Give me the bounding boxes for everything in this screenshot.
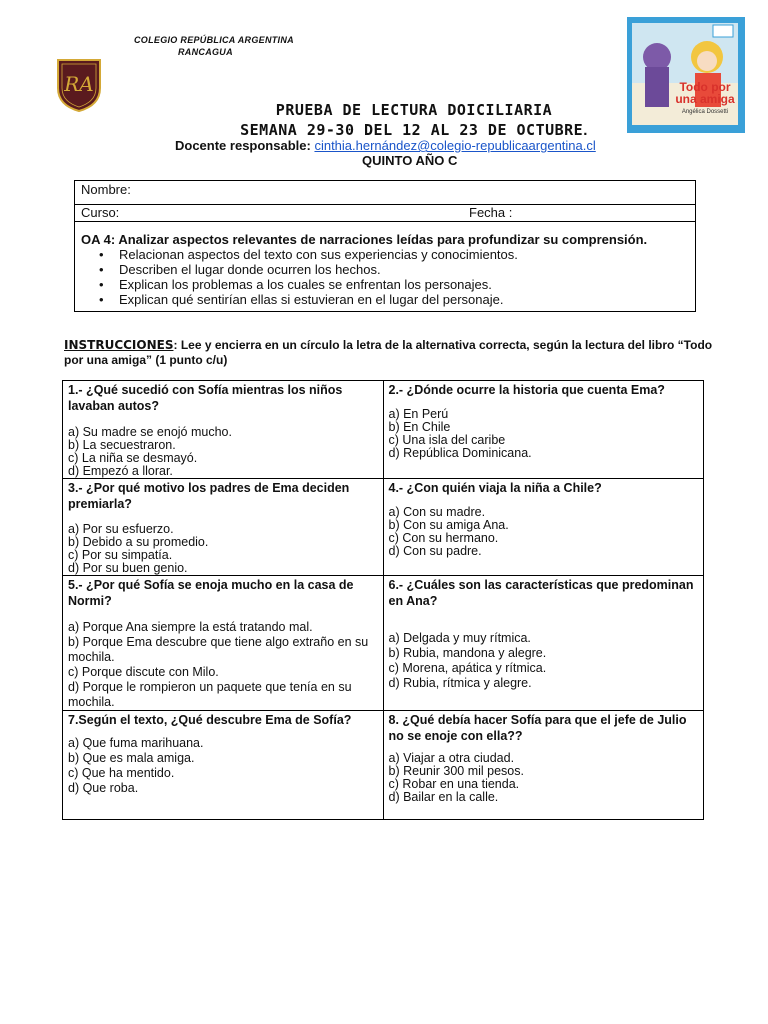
question-text: 8. ¿Qué debía hacer Sofía para que el jefe de Julio no se enoje con ella?? (388, 713, 687, 743)
option-d[interactable]: d) Empezó a llorar. (68, 464, 173, 478)
instructions-label: INSTRUCCIONES (64, 338, 174, 352)
instructions-text: Lee y encierra en un círculo la letra de la alternativa correcta, según la lectura del libro “Todo por una amiga” (1 punto c/u) (64, 338, 713, 367)
option-a[interactable]: a) Delgada y muy rítmica. (388, 631, 531, 645)
instructions (64, 338, 714, 368)
question-cell (63, 381, 384, 479)
option-b[interactable]: b) Con su amiga Ana. (388, 518, 509, 532)
book-cover-title-2: una amiga (675, 92, 735, 106)
book-cover-author: Angélica Dossetti (681, 109, 729, 115)
options-list (389, 408, 699, 460)
page-subtitle (0, 121, 768, 139)
week-range: SEMANA 29-30 DEL 12 AL 23 DE OCTUBRE (240, 121, 584, 139)
option-c[interactable]: c) La niña se desmayó. (68, 451, 198, 465)
option-a[interactable]: a) Porque Ana siempre la está tratando mal. (68, 620, 313, 634)
options-list (389, 631, 699, 691)
objective-bullets (81, 247, 689, 307)
options-list (389, 506, 699, 558)
option-b[interactable]: b) Debido a su promedio. (68, 535, 209, 549)
question-cell (63, 576, 384, 711)
objective-bullet: • Explican los problemas a los cuales se enfrentan los personajes. (119, 277, 689, 292)
option-d[interactable]: d) Rubia, rítmica y alegre. (388, 676, 532, 690)
course-date-field[interactable] (75, 205, 696, 222)
question-cell (63, 711, 384, 820)
option-d[interactable]: d) Porque le rompieron un paquete que tenía en su mochila. (68, 680, 352, 709)
page-title: PRUEBA DE LECTURA DOICILIARIA (275, 101, 553, 119)
question-text: 6.- ¿Cuáles son las características que predominan en Ana? (388, 578, 694, 608)
date-label: Fecha : (469, 205, 513, 220)
book-cover-title-1: Todo por (679, 80, 731, 94)
instructions-colon: : (173, 338, 178, 352)
option-d[interactable]: d) Por su buen genio. (68, 561, 188, 575)
question-text: 7.Según el texto, ¿Qué descubre Ema de Sofía? (68, 713, 352, 727)
school-name: COLEGIO REPÚBLICA ARGENTINA (134, 35, 294, 45)
teacher-line (175, 138, 596, 153)
option-d[interactable]: d) Bailar en la calle. (388, 790, 499, 804)
school-name-block (134, 34, 294, 58)
course-label: Curso: (81, 205, 120, 220)
option-c[interactable]: c) Morena, apática y rítmica. (388, 661, 547, 675)
options-list (389, 752, 699, 804)
name-field[interactable] (75, 181, 696, 205)
options-list (68, 426, 378, 478)
options-list (68, 523, 378, 575)
option-d[interactable]: d) Con su padre. (388, 544, 482, 558)
question-cell (383, 576, 704, 711)
option-a[interactable]: a) En Perú (388, 407, 449, 421)
teacher-label: Docente responsable: (175, 138, 311, 153)
questions-table (62, 380, 704, 820)
option-b[interactable]: b) La secuestraron. (68, 438, 176, 452)
option-b[interactable]: b) Rubia, mandona y alegre. (388, 646, 547, 660)
option-b[interactable]: b) Reunir 300 mil pesos. (388, 764, 524, 778)
option-d[interactable]: d) República Dominicana. (388, 446, 532, 460)
question-text: 5.- ¿Por qué Sofía se enoja mucho en la casa de Normi? (68, 578, 354, 608)
option-a[interactable]: a) Viajar a otra ciudad. (388, 751, 515, 765)
question-text: 1.- ¿Qué sucedió con Sofía mientras los niños lavaban autos? (68, 383, 343, 413)
option-c[interactable]: c) Con su hermano. (388, 531, 499, 545)
svg-text:RA: RA (64, 72, 94, 96)
options-list (68, 736, 378, 796)
option-b[interactable]: b) Que es mala amiga. (68, 751, 195, 765)
school-city: RANCAGUA (178, 47, 233, 57)
option-c[interactable]: c) Que ha mentido. (68, 766, 175, 780)
option-c[interactable]: c) Por su simpatía. (68, 548, 173, 562)
grade-label: QUINTO AÑO C (362, 153, 458, 168)
objective-title: OA 4: Analizar aspectos relevantes de narraciones leídas para profundizar su comprensión. (81, 232, 648, 247)
option-c[interactable]: c) Una isla del caribe (388, 433, 506, 447)
option-b[interactable]: b) En Chile (388, 420, 451, 434)
option-b[interactable]: b) Porque Ema descubre que tiene algo extraño en su mochila. (68, 635, 369, 664)
question-cell (383, 711, 704, 820)
option-a[interactable]: a) Por su esfuerzo. (68, 522, 174, 536)
option-a[interactable]: a) Con su madre. (388, 505, 486, 519)
question-cell (63, 479, 384, 576)
objective-bullet: • Relacionan aspectos del texto con sus experiencias y conocimientos. (119, 247, 689, 262)
option-c[interactable]: c) Porque discute con Milo. (68, 665, 219, 679)
question-cell (383, 479, 704, 576)
option-a[interactable]: a) Su madre se enojó mucho. (68, 425, 232, 439)
option-c[interactable]: c) Robar en una tienda. (388, 777, 520, 791)
question-text: 2.- ¿Dónde ocurre la historia que cuenta Ema? (388, 383, 665, 397)
options-list (68, 620, 378, 710)
student-info-table (74, 180, 696, 312)
option-a[interactable]: a) Que fuma marihuana. (68, 736, 204, 750)
option-d[interactable]: d) Que roba. (68, 781, 139, 795)
question-text: 3.- ¿Por qué motivo los padres de Ema deciden premiarla? (68, 481, 350, 511)
name-label: Nombre: (81, 182, 131, 197)
learning-objective (75, 222, 696, 312)
objective-bullet: • Explican qué sentirían ellas si estuvieran en el lugar del personaje. (119, 292, 689, 307)
subtitle-period: . (583, 122, 588, 139)
objective-bullet: • Describen el lugar donde ocurren los hechos. (119, 262, 689, 277)
teacher-email-link[interactable]: cinthia.hernández@colegio-republicaargentina.cl (314, 138, 596, 153)
question-text: 4.- ¿Con quién viaja la niña a Chile? (388, 481, 602, 495)
question-cell (383, 381, 704, 479)
